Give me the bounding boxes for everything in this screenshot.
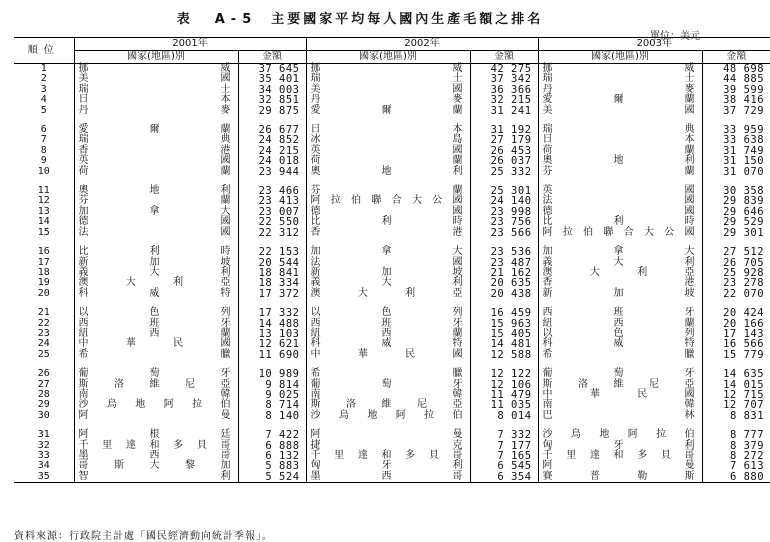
- country-cell: 千里達和多貝哥: [306, 451, 470, 461]
- gdp-ranking-table: [14, 37, 770, 483]
- country-cell: 沙烏地阿拉伯: [74, 400, 238, 410]
- rank-header: 順位: [14, 38, 74, 64]
- amount-cell: 23 944: [238, 167, 306, 177]
- country-cell: 中華民國: [74, 339, 238, 349]
- country-cell: 葡萄牙: [74, 369, 238, 379]
- table-row: [14, 350, 770, 360]
- country-cell: 奧地利: [538, 156, 702, 166]
- amount-cell: 8 140: [238, 411, 306, 421]
- amount-cell: 31 749: [702, 146, 770, 156]
- amount-cell: 15 405: [470, 329, 538, 339]
- country-cell: 瑞士: [538, 74, 702, 84]
- amount-cell: 42 275: [470, 64, 538, 75]
- amount-cell: 31 070: [702, 167, 770, 177]
- amount-cell: 27 179: [470, 135, 538, 145]
- country-cell: 斯洛維尼亞: [74, 380, 238, 390]
- country-header-2001: 國家(地區)別: [74, 51, 238, 64]
- country-cell: 阿曼: [74, 411, 238, 421]
- country-cell: 日本: [74, 95, 238, 105]
- amount-cell: 11 690: [238, 350, 306, 360]
- rank-cell: 31: [37, 429, 50, 441]
- country-cell: 千里達和多貝哥: [74, 441, 238, 451]
- table-row: [14, 228, 770, 238]
- country-cell: 愛爾蘭: [538, 95, 702, 105]
- country-cell: 科威特: [74, 289, 238, 299]
- table-row: [14, 289, 770, 299]
- country-cell: 澳大利亞: [538, 268, 702, 278]
- country-cell: 新加坡: [538, 289, 702, 299]
- rank-cell: 2: [40, 73, 47, 85]
- country-cell: 葡萄牙: [306, 380, 470, 390]
- country-cell: 墨西哥: [306, 472, 470, 483]
- country-cell: 愛爾蘭: [306, 106, 470, 116]
- amount-cell: 29 529: [702, 217, 770, 227]
- amount-cell: 33 638: [702, 135, 770, 145]
- amount-cell: 29 839: [702, 196, 770, 206]
- country-cell: 阿拉伯聯合大公國: [538, 228, 702, 238]
- amount-cell: 22 153: [238, 247, 306, 257]
- country-cell: 冰島: [306, 135, 470, 145]
- amount-cell: 14 488: [238, 319, 306, 329]
- amount-cell: 25 332: [470, 167, 538, 177]
- amount-cell: 6 880: [702, 472, 770, 483]
- amount-cell: 30 358: [702, 186, 770, 196]
- country-cell: 日本: [306, 125, 470, 135]
- country-cell: 斯洛維尼亞: [306, 400, 470, 410]
- country-cell: 阿根廷: [74, 430, 238, 440]
- amount-cell: 12 621: [238, 339, 306, 349]
- rank-cell: 29: [37, 399, 50, 411]
- amount-cell: 9 814: [238, 380, 306, 390]
- country-cell: 瑞士: [74, 85, 238, 95]
- amount-cell: 34 003: [238, 85, 306, 95]
- amount-cell: 5 883: [238, 461, 306, 471]
- table-title-text: 主要國家平均每人國內生產毛額之排名: [271, 12, 544, 27]
- country-cell: 匈牙利: [306, 461, 470, 471]
- rank-cell: 35: [14, 472, 74, 483]
- table-row: [14, 411, 770, 421]
- amount-cell: 24 018: [238, 156, 306, 166]
- country-cell: 南韓: [306, 390, 470, 400]
- rank-cell: 28: [37, 388, 50, 400]
- amount-cell: 23 756: [470, 217, 538, 227]
- amount-cell: 22 312: [238, 228, 306, 238]
- country-cell: 加拿大: [538, 247, 702, 257]
- amount-cell: 23 007: [238, 207, 306, 217]
- rank-cell: 30: [37, 409, 50, 421]
- amount-cell: 25 301: [470, 186, 538, 196]
- table-row: [14, 369, 770, 379]
- rank-cell: 1: [40, 63, 47, 74]
- amount-cell: 24 140: [470, 196, 538, 206]
- amount-cell: 14 481: [470, 339, 538, 349]
- amount-cell: 39 599: [702, 85, 770, 95]
- country-cell: 西班牙: [74, 319, 238, 329]
- country-cell: 加拿大: [74, 207, 238, 217]
- amount-cell: 6 354: [470, 472, 538, 483]
- country-cell: 加拿大: [306, 247, 470, 257]
- amount-cell: 32 851: [238, 95, 306, 105]
- amount-cell: 7 422: [238, 430, 306, 440]
- country-cell: 義大利: [306, 278, 470, 288]
- country-cell: 智利: [74, 472, 238, 483]
- amount-header-2003: 金額: [702, 51, 770, 64]
- amount-cell: 9 025: [238, 390, 306, 400]
- country-header-2003: 國家(地區)別: [538, 51, 702, 64]
- amount-cell: 44 885: [702, 74, 770, 84]
- rank-cell: 7: [40, 134, 47, 146]
- amount-cell: 29 646: [702, 207, 770, 217]
- country-cell: 瑞典: [538, 125, 702, 135]
- country-cell: 美國: [306, 85, 470, 95]
- amount-cell: 29 875: [238, 106, 306, 116]
- table-row: [14, 247, 770, 257]
- rank-cell: 12: [37, 195, 50, 207]
- ranking-rows: [14, 64, 770, 483]
- table-row: [14, 308, 770, 318]
- country-cell: 荷蘭: [538, 146, 702, 156]
- country-cell: 紐西蘭: [306, 329, 470, 339]
- amount-cell: 26 705: [702, 258, 770, 268]
- rank-cell: 18: [37, 266, 50, 278]
- rank-cell: 27: [37, 378, 50, 390]
- rank-cell: 17: [37, 256, 50, 268]
- country-cell: 荷蘭: [306, 156, 470, 166]
- country-cell: 墨西哥: [74, 451, 238, 461]
- rank-cell: 13: [37, 205, 50, 217]
- country-cell: 日本: [538, 135, 702, 145]
- country-cell: 巴林: [538, 411, 702, 421]
- country-cell: 芬蘭: [538, 167, 702, 177]
- table-title: [0, 8, 720, 27]
- rank-cell: 26: [37, 368, 50, 380]
- rank-cell: 6: [40, 124, 47, 136]
- amount-cell: 7 332: [470, 430, 538, 440]
- amount-cell: 11 035: [470, 400, 538, 410]
- country-cell: 挪威: [74, 64, 238, 75]
- amount-header-2001: 金額: [238, 51, 306, 64]
- amount-cell: 12 715: [702, 390, 770, 400]
- amount-cell: 24 852: [238, 135, 306, 145]
- amount-cell: 23 536: [470, 247, 538, 257]
- country-cell: 阿曼: [538, 461, 702, 471]
- amount-cell: 29 301: [702, 228, 770, 238]
- country-cell: 法國: [538, 196, 702, 206]
- country-cell: 法國: [74, 228, 238, 238]
- amount-cell: 18 334: [238, 278, 306, 288]
- country-cell: 法國: [306, 258, 470, 268]
- country-cell: 德國: [306, 207, 470, 217]
- amount-cell: 20 424: [702, 308, 770, 318]
- country-cell: 中華民國: [306, 350, 470, 360]
- country-cell: 新加坡: [74, 258, 238, 268]
- country-cell: 挪威: [538, 64, 702, 75]
- rank-cell: 32: [37, 439, 50, 451]
- amount-cell: 15 779: [702, 350, 770, 360]
- country-cell: 以色列: [74, 308, 238, 318]
- rank-cell: 33: [37, 450, 50, 461]
- country-cell: 丹麥: [306, 95, 470, 105]
- amount-cell: 6 545: [470, 461, 538, 471]
- amount-cell: 17 143: [702, 329, 770, 339]
- rank-cell: 23: [37, 327, 50, 339]
- amount-cell: 26 677: [238, 125, 306, 135]
- amount-cell: 16 459: [470, 308, 538, 318]
- amount-cell: 38 416: [702, 95, 770, 105]
- country-cell: 瑞典: [74, 135, 238, 145]
- amount-cell: 23 566: [470, 228, 538, 238]
- country-cell: 丹麥: [74, 106, 238, 116]
- amount-cell: 18 841: [238, 268, 306, 278]
- amount-cell: 8 777: [702, 430, 770, 440]
- country-cell: 哥斯大黎加: [74, 461, 238, 471]
- country-cell: 英國: [538, 186, 702, 196]
- rank-cell: 3: [40, 83, 47, 95]
- country-cell: 捷克: [306, 441, 470, 451]
- country-cell: 匈牙利: [538, 441, 702, 451]
- rank-cell: 19: [37, 277, 50, 289]
- amount-cell: 13 103: [238, 329, 306, 339]
- amount-cell: 23 466: [238, 186, 306, 196]
- amount-cell: 23 487: [470, 258, 538, 268]
- country-cell: 香港: [538, 278, 702, 288]
- amount-cell: 25 928: [702, 268, 770, 278]
- country-cell: 義大利: [538, 258, 702, 268]
- country-cell: 賽普勒斯: [538, 472, 702, 483]
- country-cell: 奧地利: [74, 186, 238, 196]
- rank-cell: 21: [37, 307, 50, 319]
- country-cell: 瑞士: [306, 74, 470, 84]
- table-row: [14, 472, 770, 483]
- country-cell: 香港: [74, 146, 238, 156]
- amount-cell: 20 166: [702, 319, 770, 329]
- amount-cell: 24 215: [238, 146, 306, 156]
- country-cell: 以色列: [306, 308, 470, 318]
- amount-cell: 8 379: [702, 441, 770, 451]
- year-header-2001: 2001年: [74, 38, 306, 51]
- amount-cell: 20 544: [238, 258, 306, 268]
- country-cell: 香港: [306, 228, 470, 238]
- country-cell: 新加坡: [306, 268, 470, 278]
- amount-cell: 33 959: [702, 125, 770, 135]
- country-cell: 英國: [74, 156, 238, 166]
- amount-cell: 17 372: [238, 289, 306, 299]
- rank-cell: 14: [37, 216, 50, 228]
- rank-cell: 25: [37, 348, 50, 360]
- year-header-2003: 2003年: [538, 38, 770, 51]
- amount-cell: 7 165: [470, 451, 538, 461]
- country-cell: 芬蘭: [74, 196, 238, 206]
- rank-cell: 11: [37, 185, 50, 197]
- country-cell: 千里達和多貝哥: [538, 451, 702, 461]
- amount-cell: 26 453: [470, 146, 538, 156]
- amount-cell: 21 162: [470, 268, 538, 278]
- amount-cell: 12 122: [470, 369, 538, 379]
- amount-cell: 32 215: [470, 95, 538, 105]
- country-cell: 紐西蘭: [538, 319, 702, 329]
- country-cell: 愛爾蘭: [74, 125, 238, 135]
- country-cell: 希臘: [74, 350, 238, 360]
- amount-cell: 8 831: [702, 411, 770, 421]
- country-cell: 比利時: [538, 217, 702, 227]
- country-cell: 西班牙: [538, 308, 702, 318]
- amount-cell: 20 438: [470, 289, 538, 299]
- amount-cell: 27 512: [702, 247, 770, 257]
- amount-cell: 35 401: [238, 74, 306, 84]
- amount-cell: 37 342: [470, 74, 538, 84]
- country-cell: 荷蘭: [74, 167, 238, 177]
- unit-label: 單位：美元: [650, 31, 700, 42]
- country-cell: 葡萄牙: [538, 369, 702, 379]
- country-cell: 紐西蘭: [74, 329, 238, 339]
- rank-cell: 8: [40, 144, 47, 156]
- country-cell: 澳大利亞: [74, 278, 238, 288]
- amount-cell: 16 566: [702, 339, 770, 349]
- amount-cell: 17 332: [238, 308, 306, 318]
- country-cell: 比利時: [74, 247, 238, 257]
- amount-cell: 31 150: [702, 156, 770, 166]
- country-cell: 沙烏地阿拉伯: [306, 411, 470, 421]
- amount-cell: 12 106: [470, 380, 538, 390]
- amount-cell: 14 015: [702, 380, 770, 390]
- amount-cell: 23 998: [470, 207, 538, 217]
- country-cell: 德國: [538, 207, 702, 217]
- rank-cell: 4: [40, 94, 47, 106]
- country-cell: 南韓: [74, 390, 238, 400]
- country-cell: 希臘: [306, 369, 470, 379]
- amount-header-2002: 金額: [470, 51, 538, 64]
- amount-cell: 26 037: [470, 156, 538, 166]
- country-cell: 斯洛維尼亞: [538, 380, 702, 390]
- country-cell: 美國: [538, 106, 702, 116]
- rank-cell: 34: [37, 460, 50, 472]
- country-header-2002: 國家(地區)別: [306, 51, 470, 64]
- country-cell: 以色列: [538, 329, 702, 339]
- amount-cell: 31 241: [470, 106, 538, 116]
- country-cell: 科威特: [306, 339, 470, 349]
- country-cell: 義大利: [74, 268, 238, 278]
- amount-cell: 7 177: [470, 441, 538, 451]
- amount-cell: 11 479: [470, 390, 538, 400]
- rank-cell: 10: [37, 165, 50, 177]
- amount-cell: 10 989: [238, 369, 306, 379]
- amount-cell: 48 698: [702, 64, 770, 75]
- table-code: 表 A-5: [176, 12, 258, 27]
- amount-cell: 22 070: [702, 289, 770, 299]
- country-cell: 挪威: [306, 64, 470, 75]
- country-cell: 中華民國: [538, 390, 702, 400]
- rank-cell: 15: [37, 226, 50, 238]
- year-header-2002: 2002年: [306, 38, 538, 51]
- country-cell: 比利時: [306, 217, 470, 227]
- amount-cell: 7 613: [702, 461, 770, 471]
- rank-cell: 22: [37, 317, 50, 329]
- country-cell: 阿曼: [306, 430, 470, 440]
- rank-cell: 16: [37, 246, 50, 258]
- country-cell: 科威特: [538, 339, 702, 349]
- rank-cell: 9: [40, 155, 47, 167]
- amount-cell: 14 635: [702, 369, 770, 379]
- amount-cell: 8 714: [238, 400, 306, 410]
- amount-cell: 15 963: [470, 319, 538, 329]
- amount-cell: 37 729: [702, 106, 770, 116]
- country-cell: 丹麥: [538, 85, 702, 95]
- rank-cell: 20: [37, 287, 50, 299]
- country-cell: 希臘: [538, 350, 702, 360]
- amount-cell: 8 272: [702, 451, 770, 461]
- country-cell: 英國: [306, 146, 470, 156]
- amount-cell: 31 192: [470, 125, 538, 135]
- amount-cell: 5 524: [238, 472, 306, 483]
- amount-cell: 22 550: [238, 217, 306, 227]
- amount-cell: 6 888: [238, 441, 306, 451]
- amount-cell: 23 278: [702, 278, 770, 288]
- table-row: [14, 167, 770, 177]
- country-cell: 德國: [74, 217, 238, 227]
- country-cell: 美國: [74, 74, 238, 84]
- rank-cell: 5: [40, 104, 47, 116]
- country-cell: 奧地利: [306, 167, 470, 177]
- country-cell: 阿拉伯聯合大公國: [306, 196, 470, 206]
- country-cell: 南韓: [538, 400, 702, 410]
- table-row: [14, 106, 770, 116]
- amount-cell: 8 014: [470, 411, 538, 421]
- amount-cell: 12 588: [470, 350, 538, 360]
- country-cell: 沙烏地阿拉伯: [538, 430, 702, 440]
- amount-cell: 23 413: [238, 196, 306, 206]
- amount-cell: 12 707: [702, 400, 770, 410]
- country-cell: 澳大利亞: [306, 289, 470, 299]
- rank-cell: 24: [37, 338, 50, 350]
- amount-cell: 36 366: [470, 85, 538, 95]
- amount-cell: 37 645: [238, 64, 306, 75]
- amount-cell: 6 132: [238, 451, 306, 461]
- country-cell: 西班牙: [306, 319, 470, 329]
- country-cell: 芬蘭: [306, 186, 470, 196]
- amount-cell: 20 635: [470, 278, 538, 288]
- source-note: 資料來源：行政院主計處「國民經濟動向統計季報」。: [14, 531, 273, 542]
